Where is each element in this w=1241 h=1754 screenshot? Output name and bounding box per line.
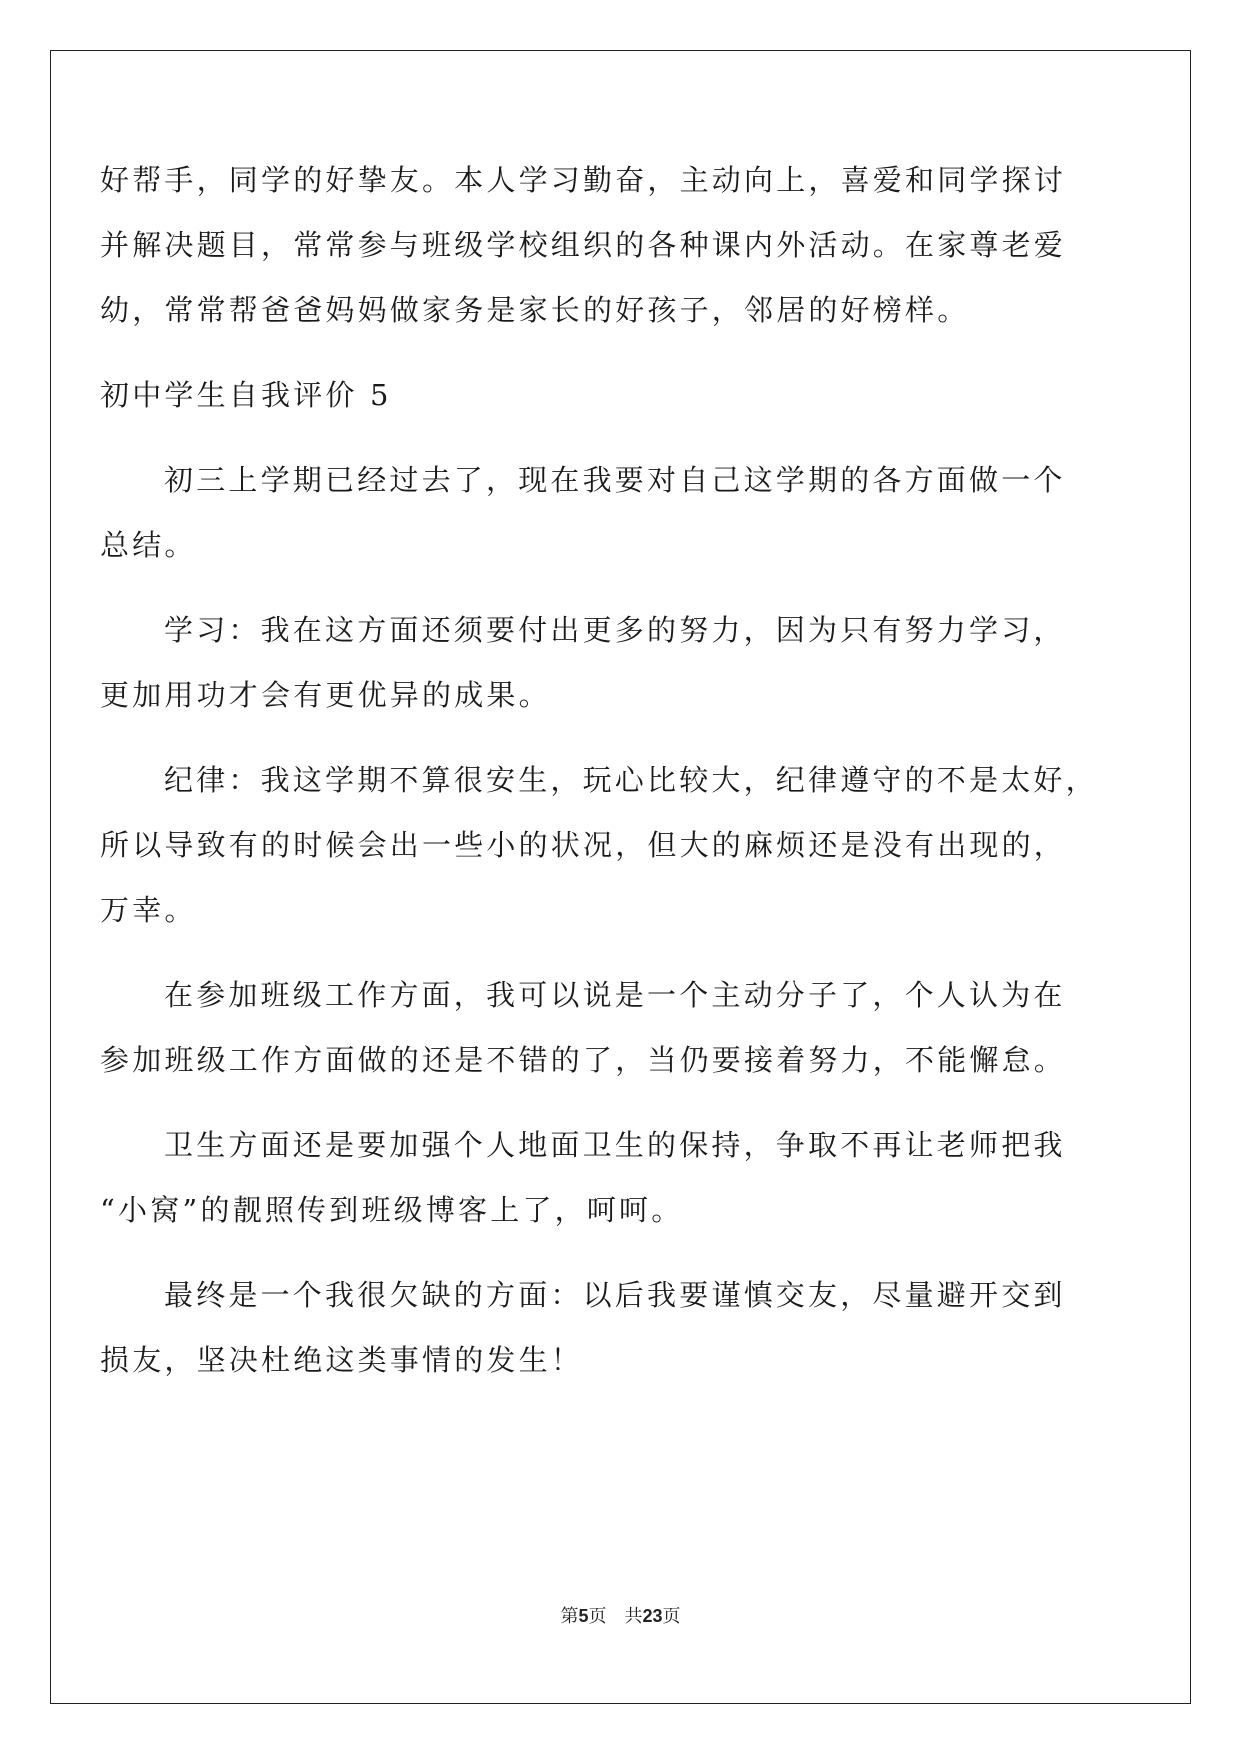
body-line: “小窝”的靓照传到班级博客上了，呵呵。	[100, 1193, 684, 1227]
body-line: 万幸。	[100, 893, 197, 927]
body-line: 并解决题目，常常参与班级学校组织的各种课内外活动。在家尊老爱	[100, 228, 1067, 262]
body-line: 学习：我在这方面还须要付出更多的努力，因为只有努力学习，	[164, 613, 1066, 647]
page-footer	[0, 1602, 1241, 1628]
body-line: 在参加班级工作方面，我可以说是一个主动分子了，个人认为在	[164, 978, 1066, 1012]
body-line: 纪律：我这学期不算很安生，玩心比较大，纪律遵守的不是太好，	[164, 763, 1098, 797]
section-heading: 初中学生自我评价 5	[100, 378, 392, 412]
body-line: 参加班级工作方面做的还是不错的了，当仍要接着努力，不能懈怠。	[100, 1043, 1067, 1077]
body-line: 更加用功才会有更优异的成果。	[100, 678, 551, 712]
body-line: 最终是一个我很欠缺的方面：以后我要谨慎交友，尽量避开交到	[164, 1278, 1066, 1312]
page-suffix: 页	[588, 1606, 607, 1627]
total-suffix: 页	[662, 1606, 681, 1627]
body-line: 总结。	[100, 528, 197, 562]
body-line: 初三上学期已经过去了，现在我要对自己这学期的各方面做一个	[164, 463, 1066, 497]
page-prefix: 第	[560, 1606, 579, 1627]
total-pages: 23	[642, 1606, 663, 1626]
body-line: 损友，坚决杜绝这类事情的发生！	[100, 1343, 584, 1377]
body-line: 所以导致有的时候会出一些小的状况，但大的麻烦还是没有出现的，	[100, 828, 1067, 862]
body-line: 好帮手，同学的好挚友。本人学习勤奋，主动向上，喜爱和同学探讨	[100, 163, 1067, 197]
body-line: 卫生方面还是要加强个人地面卫生的保持，争取不再让老师把我	[164, 1128, 1066, 1162]
page-number: 5	[578, 1606, 589, 1626]
total-prefix: 共	[624, 1606, 643, 1627]
body-line: 幼，常常帮爸爸妈妈做家务是家长的好孩子，邻居的好榜样。	[100, 293, 970, 327]
